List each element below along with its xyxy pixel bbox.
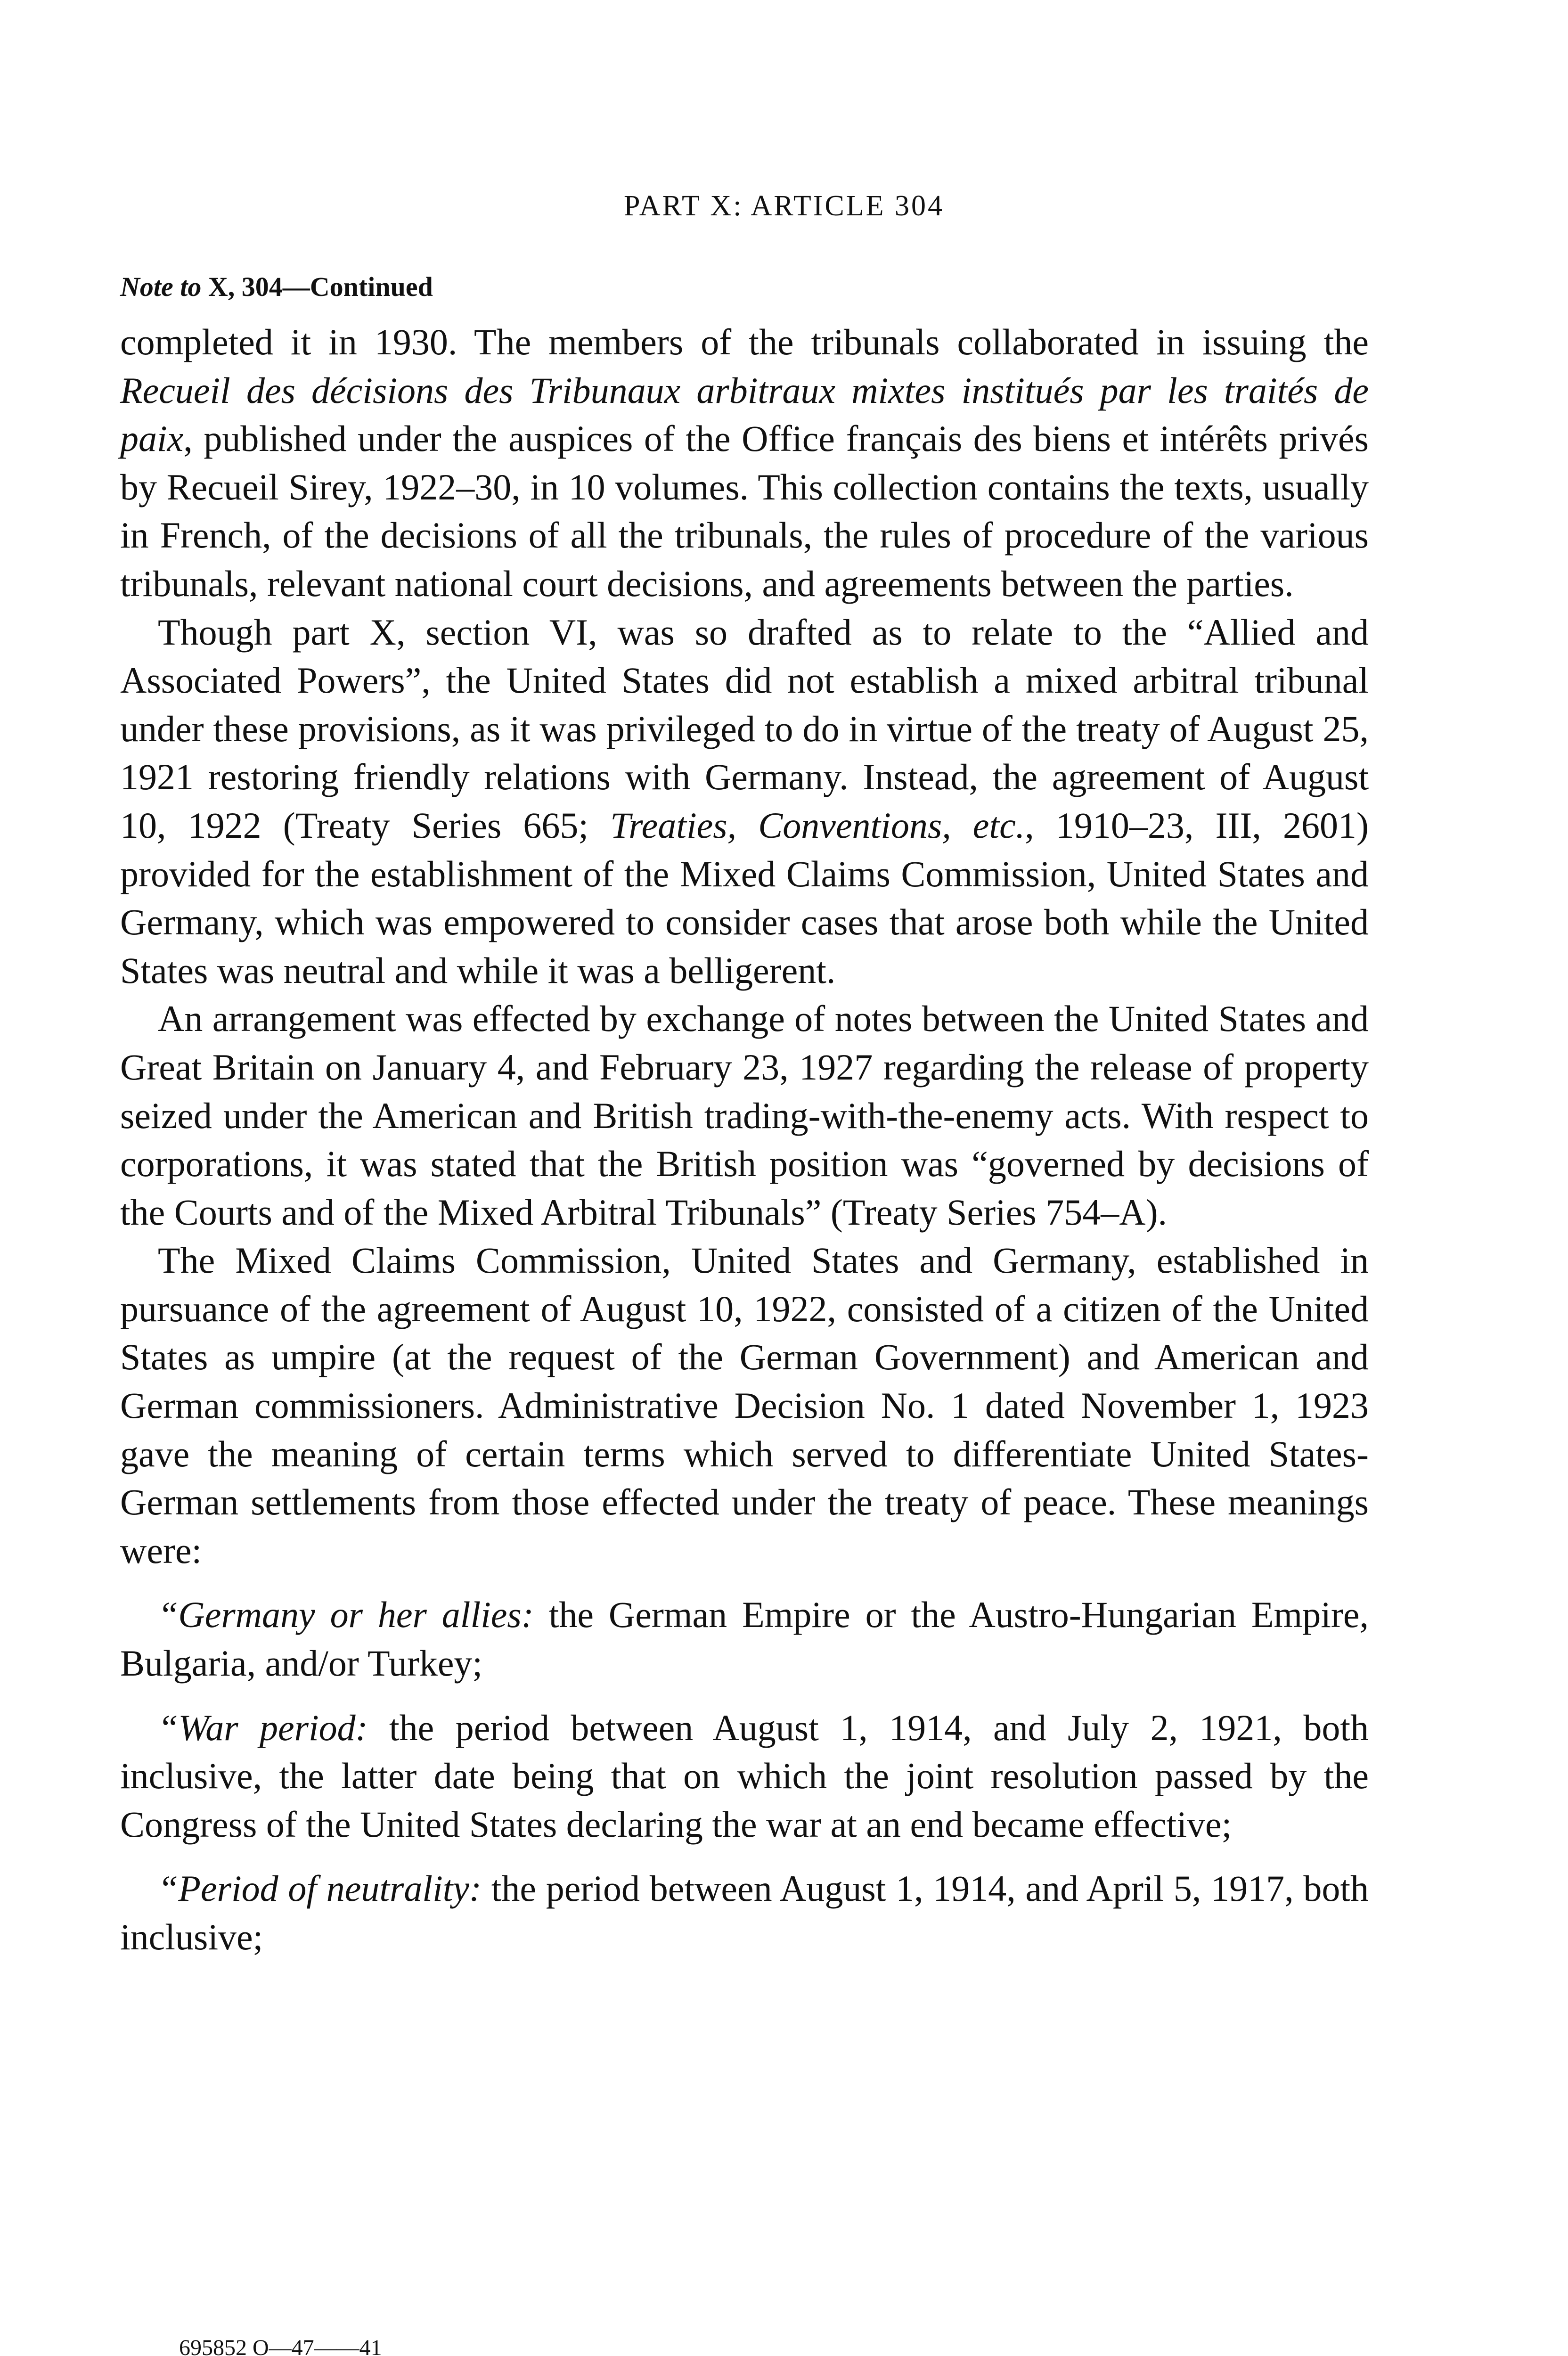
paragraph-1	[120, 318, 1369, 608]
note-label-prefix: Note to	[120, 271, 202, 302]
note-label	[120, 271, 433, 303]
body-text	[120, 318, 1369, 1962]
paragraph-2	[120, 608, 1369, 995]
paragraph-2-text-c: , 1910–23, III, 2601) provided for the establishment of the Mixed Claims Commission, United States and Germany, which was empowered to consider cases that arose both while the United States was neutral and while it was a belligerent.	[120, 804, 1369, 991]
running-head: PART X: ARTICLE 304	[623, 190, 945, 222]
print-code: 695852 O—47——41	[179, 2335, 382, 2356]
definition-text: the period between August 1, 1914, and April 5, 1917, both inclusive;	[120, 1868, 1369, 1957]
definition-text: the German Empire or the Austro-Hungarian Empire, Bulgaria, and/or Turkey;	[120, 1594, 1369, 1684]
note-label-rest: X, 304—Continued	[201, 271, 433, 302]
paragraph-3: An arrangement was effected by exchange of notes between the United States and Great Britain on January 4, and February 23, 1927 regarding the release of property seized under the American and British trading-with-the-enemy acts. With respect to corporations, it was stated that the British position was “governed by decisions of the Courts and of the Mixed Arbitral Tribunals” (Treaty Series 754–A).	[120, 998, 1369, 1233]
definition-term: “Germany or her allies:	[158, 1594, 534, 1636]
paragraph-1-title-italic: Recueil des décisions des Tribunaux arbitraux mixtes institués par les traités de paix	[120, 369, 1369, 459]
paragraph-2-text-a: Though part X, section VI, was so drafted as to relate to the “Allied and Associated Powers”, the United States did not establish a mixed arbitral tribunal under these provisions, as it was privileged to do in virtue of the treaty of August 25, 1921 restoring friendly relations with Germany. Instead, the agreement of August 10, 1922 (Treaty Series 665;	[120, 611, 1369, 846]
definition-text: the period between August 1, 1914, and July 2, 1921, both inclusive, the latter date being that on which the joint resolution passed by the Congress of the United States declaring the war at an end became effective;	[120, 1707, 1369, 1845]
definition-germany-allies	[120, 1591, 1369, 1687]
paragraph-1-text-c: , published under the auspices of the Office français des biens et intérêts privés by Recueil Sirey, 1922–30, in 10 volumes. This collection contains the texts, usually in French, of the decisions of all the tribunals, the rules of procedure of the various tribunals, relevant national court decisions, and agreements between the parties.	[120, 418, 1369, 604]
definition-period-neutrality	[120, 1865, 1369, 1961]
paragraph-1-text-a: completed it in 1930. The members of the tribunals collaborated in issuing the	[120, 321, 1369, 362]
paragraph-4: The Mixed Claims Commission, United States and Germany, established in pursuance of the agreement of August 10, 1922, consisted of a citizen of the United States as umpire (at the request of the German Government) and American and German commissioners. Administrative Decision No. 1 dated November 1, 1923 gave the meaning of certain terms which served to differentiate United States-German settlements from those effected under the treaty of peace. These meanings were:	[120, 1240, 1369, 1571]
definition-war-period	[120, 1704, 1369, 1849]
definition-term: “Period of neutrality:	[158, 1868, 482, 1909]
definition-term: “War period:	[158, 1707, 368, 1748]
paragraph-2-title-italic: Treaties, Conventions, etc.	[610, 804, 1025, 846]
